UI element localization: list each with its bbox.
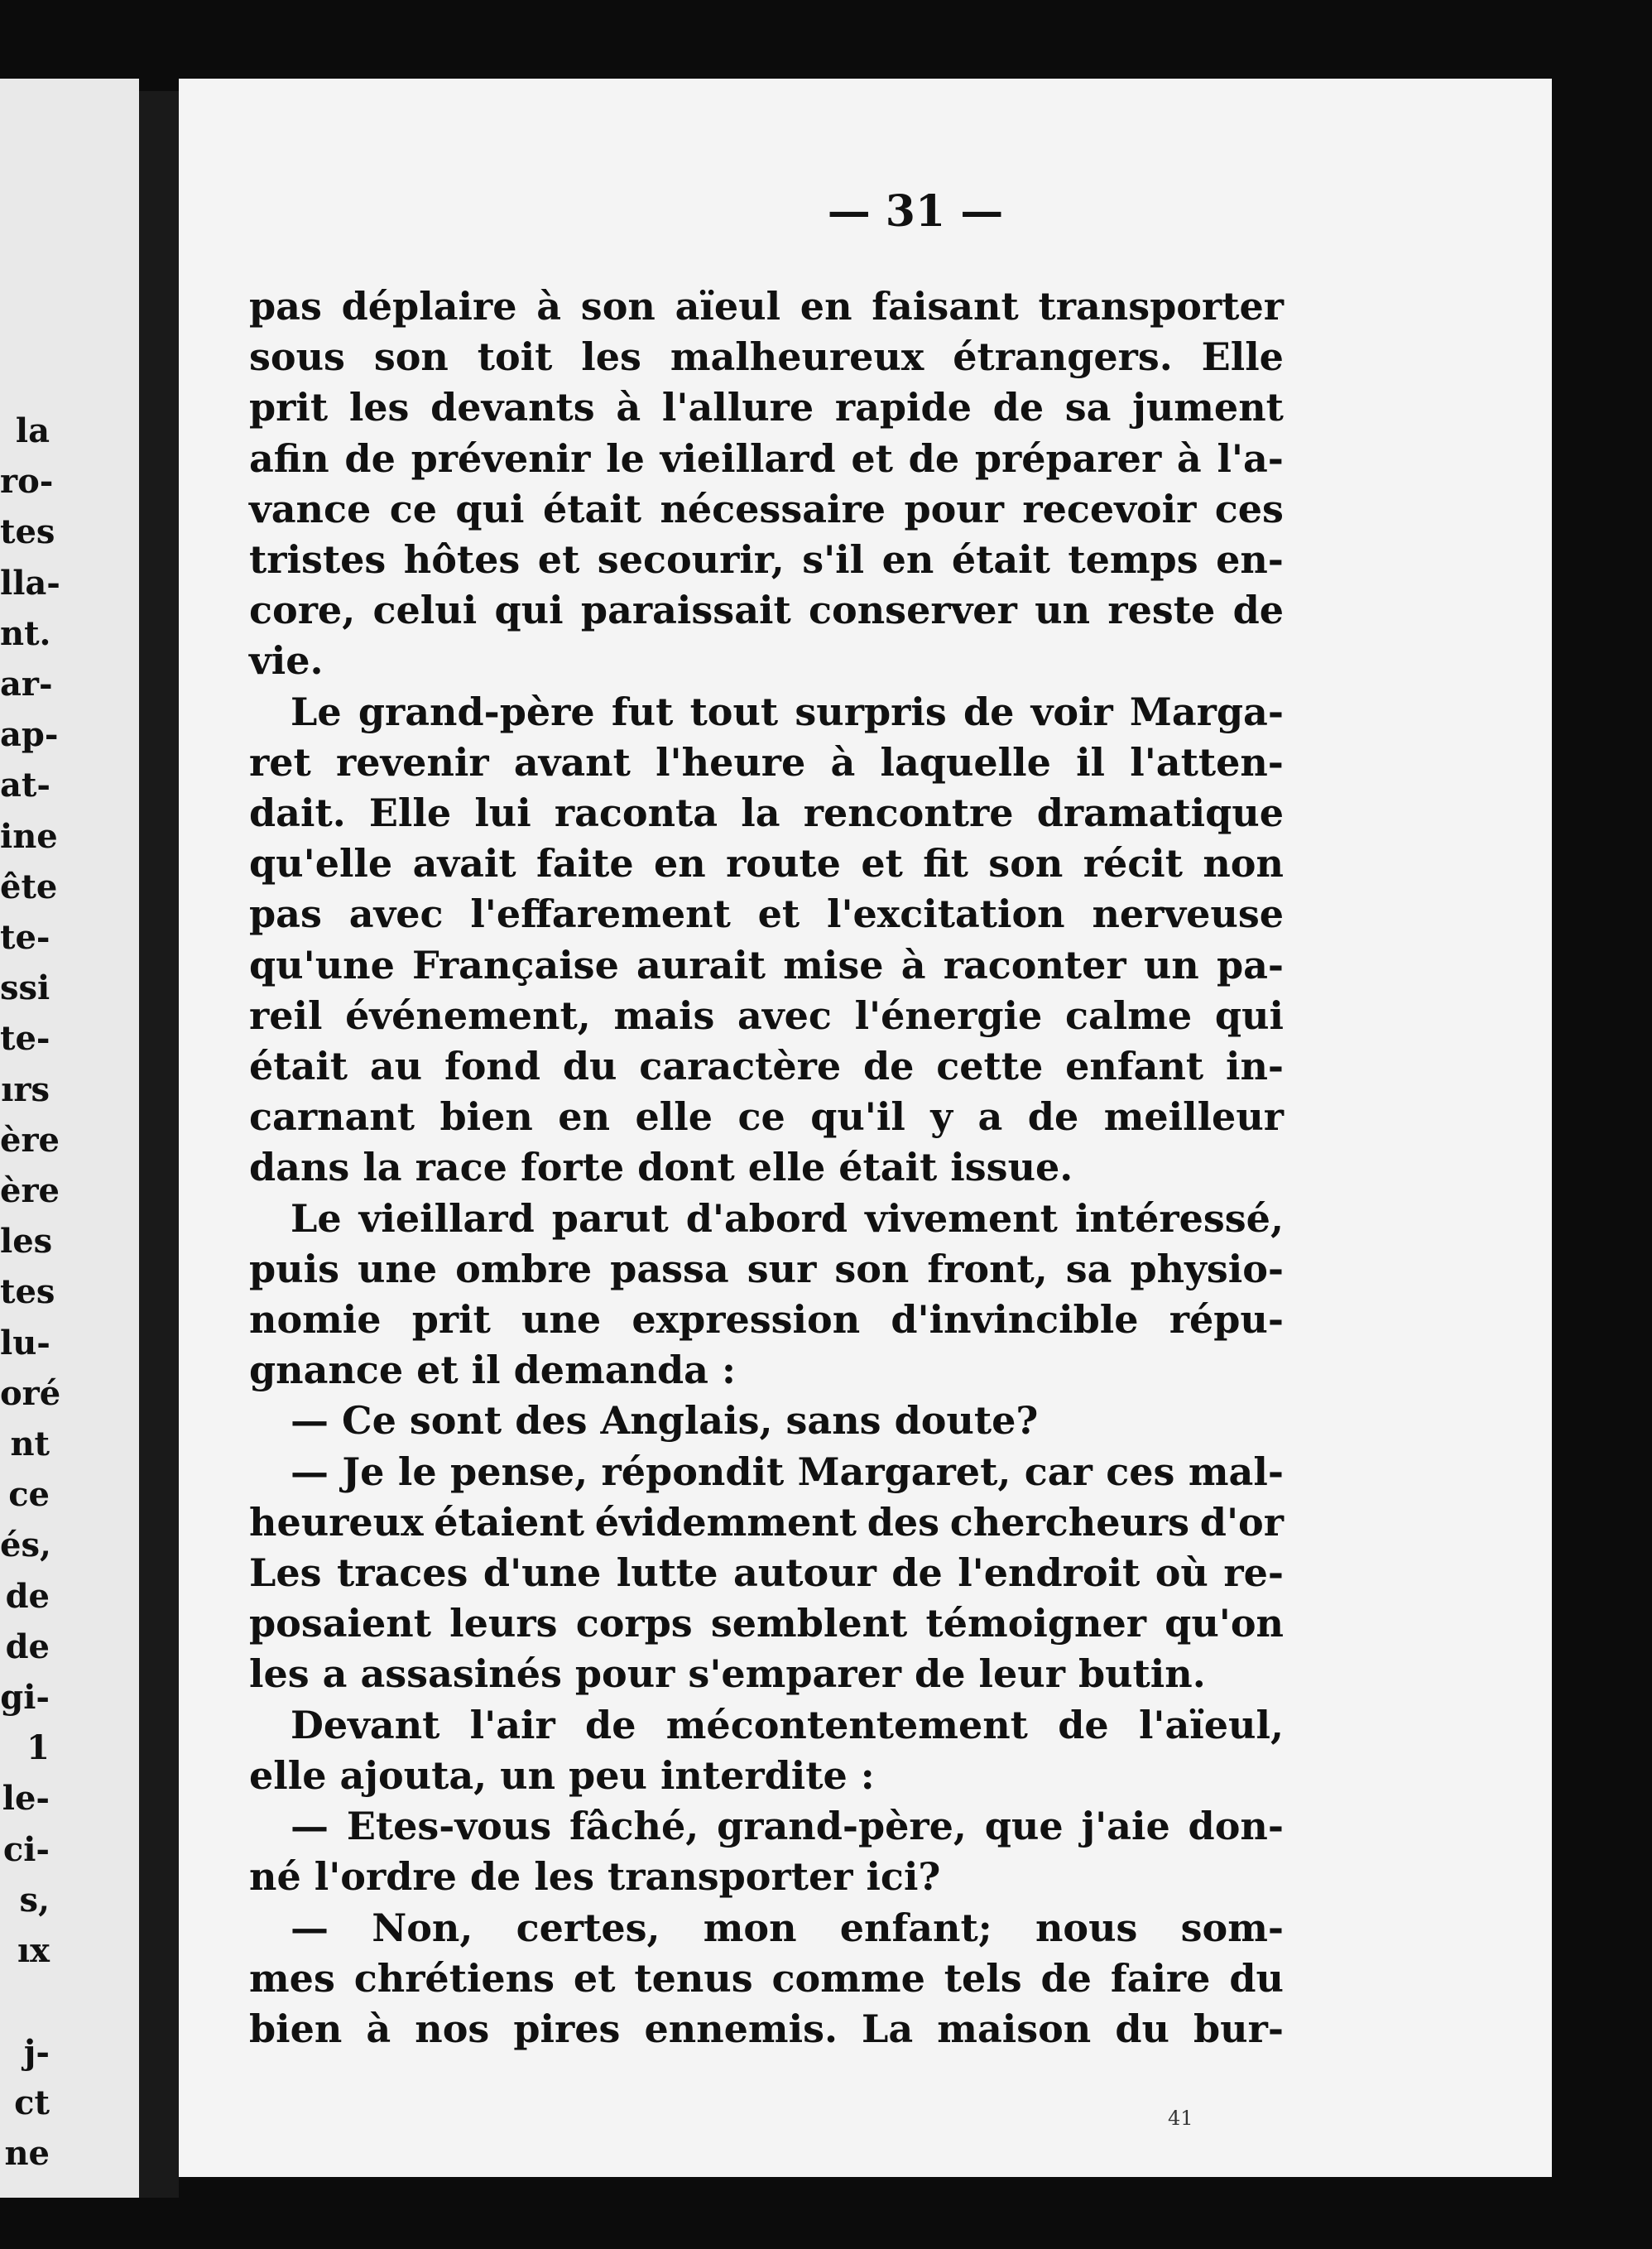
- left-fragment: ne: [4, 2133, 50, 2173]
- text-line: — Je le pense, répondit Margaret, car ces mal-: [291, 1449, 1284, 1494]
- text-line: afin de prévenir le vieillard et de préparer à l'a-: [249, 435, 1284, 481]
- left-fragment: ci-: [2, 1829, 50, 1869]
- left-fragment: de: [5, 1576, 50, 1616]
- left-fragment: te-: [0, 1019, 50, 1059]
- left-fragment: ssi: [0, 968, 50, 1008]
- text-line: les a assasinés pour s'emparer de leur butin.: [249, 1651, 1206, 1697]
- text-line: posaient leurs corps semblent témoigner qu'on: [249, 1601, 1284, 1646]
- book-spine: [139, 91, 179, 2198]
- text-line: sous son toit les malheureux étrangers. Elle: [249, 334, 1284, 380]
- left-fragment: nt: [10, 1425, 50, 1464]
- text-line: dans la race forte dont elle était issue.: [249, 1145, 1073, 1190]
- text-line: — Ce sont des Anglais, sans doute?: [291, 1398, 1039, 1444]
- text-line: qu'une Française aurait mise à raconter un pa-: [249, 942, 1284, 988]
- left-fragment: at-: [0, 766, 50, 805]
- text-line: nomie prit une expression d'invincible répu-: [249, 1297, 1284, 1343]
- text-line: pas déplaire à son aïeul en faisant transporter: [249, 284, 1284, 329]
- left-fragment: gi-: [0, 1678, 50, 1718]
- text-line: ret revenir avant l'heure à laquelle il l'atten-: [249, 739, 1284, 785]
- left-facing-page: [0, 79, 139, 2198]
- left-fragment: ère: [0, 1171, 60, 1211]
- left-fragment: de: [5, 1627, 50, 1666]
- text-line: vance ce qui était nécessaire pour recevoir ces: [249, 486, 1284, 531]
- left-fragment: s,: [19, 1880, 50, 1920]
- text-line: — Non, certes, mon enfant; nous som-: [291, 1905, 1284, 1950]
- left-fragment: ère: [0, 1120, 60, 1160]
- text-line: reil événement, mais avec l'énergie calme qui: [249, 992, 1284, 1038]
- text-line: Le grand-père fut tout surpris de voir Marga-: [291, 689, 1284, 734]
- left-fragment: ce: [8, 1475, 50, 1515]
- text-line: bien à nos pires ennemis. La maison du bur-: [249, 2006, 1284, 2051]
- left-fragment: la: [15, 411, 50, 450]
- left-fragment: ar-: [0, 665, 53, 704]
- text-line: prit les devants à l'allure rapide de sa jument: [249, 385, 1284, 430]
- text-line: heureux étaient évidemment des chercheurs d'or: [249, 1499, 1284, 1545]
- text-line: mes chrétiens et tenus comme tels de faire du: [249, 1955, 1284, 2001]
- left-page-text-fragments: [0, 406, 61, 2179]
- left-fragment: [0, 1976, 50, 2026]
- text-line: tristes hôtes et secourir, s'il en était temps en-: [249, 537, 1284, 583]
- left-fragment: ct: [14, 2083, 50, 2122]
- left-fragment: les: [0, 1222, 53, 1261]
- text-line: était au fond du caractère de cette enfant in-: [249, 1044, 1284, 1089]
- left-fragment: le-: [2, 1779, 50, 1819]
- text-line: carnant bien en elle ce qu'il y a de meilleur: [249, 1094, 1284, 1140]
- left-fragment: ıx: [17, 1931, 50, 1971]
- text-line: Devant l'air de mécontentement de l'aïeul,: [291, 1702, 1284, 1747]
- left-fragment: ête: [0, 867, 58, 906]
- left-fragment: ro-: [0, 462, 54, 502]
- left-fragment: te-: [0, 918, 50, 958]
- book-page: [179, 79, 1552, 2177]
- left-fragment: és,: [0, 1526, 51, 1565]
- text-line: dait. Elle lui raconta la rencontre dramatique: [249, 791, 1284, 836]
- left-fragment: ırs: [1, 1069, 50, 1109]
- left-fragment: nt.: [0, 613, 51, 653]
- text-line: — Etes-vous fâché, grand-père, que j'aie don-: [291, 1804, 1284, 1849]
- left-fragment: tes: [0, 512, 55, 552]
- text-line: vie.: [249, 638, 324, 684]
- left-fragment: ine: [0, 816, 58, 856]
- text-line: elle ajouta, un peu interdite :: [249, 1752, 875, 1798]
- text-line: qu'elle avait faite en route et fit son récit non: [249, 841, 1284, 887]
- footer-mark: 41: [1168, 2107, 1193, 2130]
- page-number: — 31 —: [827, 186, 1004, 237]
- text-line: gnance et il demanda :: [249, 1348, 736, 1393]
- text-line: né l'ordre de les transporter ici?: [249, 1854, 941, 1900]
- text-line: core, celui qui paraissait conserver un reste de: [249, 588, 1284, 633]
- page-body-text: [249, 281, 1284, 2054]
- text-line: Le vieillard parut d'abord vivement intéressé,: [291, 1195, 1284, 1241]
- text-line: Les traces d'une lutte autour de l'endroit où re-: [249, 1550, 1284, 1596]
- text-line: pas avec l'effarement et l'excitation nerveuse: [249, 891, 1284, 937]
- left-fragment: lla-: [0, 563, 60, 603]
- text-line: puis une ombre passa sur son front, sa physio-: [249, 1246, 1284, 1291]
- left-fragment: lu-: [0, 1323, 50, 1362]
- left-fragment: j-: [23, 2032, 50, 2072]
- left-fragment: oré: [0, 1373, 61, 1413]
- left-fragment: 1: [26, 1728, 50, 1768]
- left-fragment: ap-: [0, 715, 59, 755]
- left-fragment: tes: [0, 1272, 55, 1312]
